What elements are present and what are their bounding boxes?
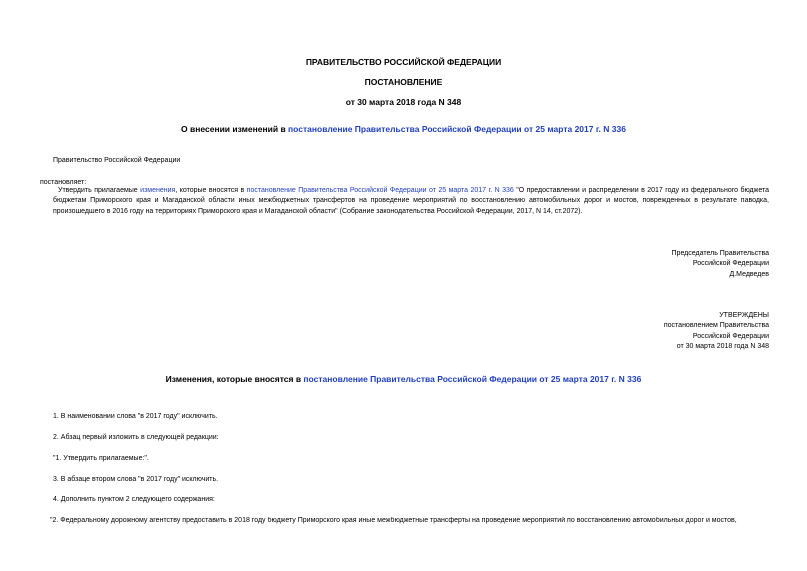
approved-line-4: от 30 марта 2018 года N 348 [676, 343, 769, 351]
decrees-text: постановляет: [40, 179, 87, 186]
changes-title [0, 374, 807, 384]
title-link[interactable]: постановление Правительства Российской Федерации от 25 марта 2017 г. N 336 [288, 124, 626, 134]
p1-text-b: , которые вносятся в [175, 187, 247, 194]
changes-title-prefix: Изменения, которые вносятся в [165, 374, 304, 384]
approved-block [664, 311, 769, 353]
document-title [0, 124, 807, 134]
resolution-link[interactable]: постановление Правительства Российской Федерации от 25 марта 2017 г. N 336 [246, 187, 514, 194]
list-item: 2. Абзац первый изложить в следующей редакции: [53, 434, 219, 441]
list-item: 1. В наименовании слова "в 2017 году" исключить. [53, 413, 218, 420]
document-date: от 30 марта 2018 года N 348 [345, 97, 462, 107]
list-item: 3. В абзаце втором слова "в 2017 году" исключить. [53, 476, 219, 483]
approved-line-3: Российской Федерации [692, 332, 769, 340]
signature-line-2: Российской Федерации [692, 260, 769, 268]
signature-block [672, 249, 769, 280]
list-item: "2. Федеральному дорожному агентству предоставить в 2018 году бюджету Приморского края иные межбюджетные трансферты на проведение мероприятий по восстановлению автомобильных дорог и мостов, [50, 517, 737, 524]
list-item: "1. Утвердить прилагаемые:". [53, 455, 149, 462]
approved-line-2: постановлением Правительства [663, 322, 769, 330]
p1-text-c: "О предоставлении и распределении в 2017 году из федерального бюджета бюджетам Приморского края и Магаданской области иных межбюджетных трансфертов на проведение мероприятий по восстановлению автомобильных дорог и мостов, поврежденных в результате паводка, произошедшего в 2016 году на территориях Приморского края и Магаданской области" (Собрание законодательства Российской Федерации, 2017, N 14, ст.2072). [53, 187, 770, 215]
main-paragraph [53, 186, 769, 217]
document-type: ПОСТАНОВЛЕНИЕ [364, 77, 443, 87]
list-item: 4. Дополнить пунктом 2 следующего содержания: [53, 496, 215, 503]
title-prefix: О внесении изменений в [181, 124, 289, 134]
signature-line-3: Д.Медведев [729, 270, 769, 278]
p1-text-a: Утвердить прилагаемые [58, 187, 141, 194]
government-heading: ПРАВИТЕЛЬСТВО РОССИЙСКОЙ ФЕДЕРАЦИИ [305, 57, 502, 67]
changes-title-link[interactable]: постановление Правительства Российской Федерации от 25 марта 2017 г. N 336 [303, 374, 642, 384]
changes-link[interactable]: изменения [140, 187, 176, 194]
signature-line-1: Председатель Правительства [671, 250, 769, 257]
issuer-text: Правительство Российской Федерации [53, 157, 181, 164]
approved-line-1: УТВЕРЖДЕНЫ [719, 312, 769, 319]
